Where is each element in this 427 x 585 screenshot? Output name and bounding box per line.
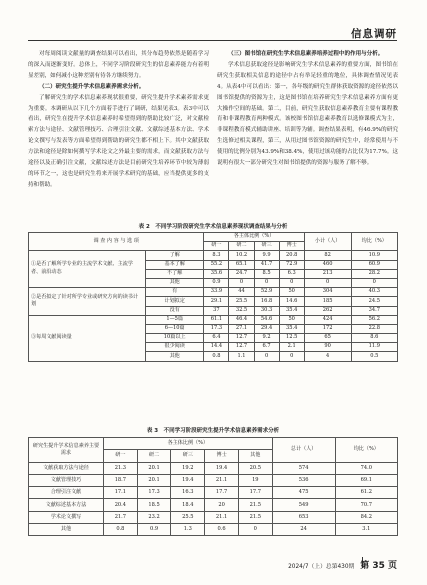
table-cell: 60.9 xyxy=(351,260,397,269)
column-header: 研二 xyxy=(229,242,254,251)
table-cell: 0.9 xyxy=(204,278,229,287)
table-cell: 69.1 xyxy=(335,474,397,486)
row-group-label: ①是否了解所学专业的主流学术文献、主流学者、前沿动态 xyxy=(29,251,146,288)
page-number: 第 35 页 xyxy=(360,561,397,571)
table-cell: 0 xyxy=(304,278,351,287)
column-header: 博士 xyxy=(279,242,304,251)
table-cell: 20.1 xyxy=(137,462,171,474)
table-cell: 17.3 xyxy=(137,487,171,499)
table-cell: 0.8 xyxy=(204,352,229,361)
table-row xyxy=(29,251,398,260)
column-header: 研一 xyxy=(104,450,138,462)
column-header: 均比（%） xyxy=(335,438,397,463)
table-cell: 17.7 xyxy=(238,487,272,499)
table-cell: 35.6 xyxy=(204,269,229,278)
issue-info: 2024/7（上）总第430期 xyxy=(288,564,355,570)
table-cell: 56.2 xyxy=(351,315,397,324)
row-label: 文献综述基本方法 xyxy=(29,499,104,511)
table-cell: 19.2 xyxy=(171,462,205,474)
row-label: 其他 xyxy=(29,524,104,536)
table-cell: 40.3 xyxy=(351,288,397,297)
table-cell: 18.5 xyxy=(137,499,171,511)
table-cell: 37 xyxy=(204,306,229,315)
table-row xyxy=(29,474,398,486)
table-cell: 29.4 xyxy=(254,324,279,333)
row-option: 不了解 xyxy=(146,269,204,278)
table-cell: 54.6 xyxy=(254,315,279,324)
table-cell: 74.0 xyxy=(335,462,397,474)
table-cell: 21.3 xyxy=(104,462,138,474)
row-group-label: ③每周文献阅读量 xyxy=(29,315,146,361)
table-cell: 475 xyxy=(272,487,335,499)
table-cell: 21.1 xyxy=(205,511,239,523)
table-cell: 23.2 xyxy=(137,511,171,523)
table-cell: 16.8 xyxy=(254,297,279,306)
table-cell: 549 xyxy=(272,499,335,511)
row-option: 1—5篇 xyxy=(146,315,204,324)
table-cell: 0.9 xyxy=(137,524,171,536)
table-cell: 0 xyxy=(254,352,279,361)
column-header: 博士 xyxy=(205,450,239,462)
table-cell: 82 xyxy=(304,251,351,260)
paragraph: 了解研究生的学术信息素养现状很重要，研究生提升学术素养需求更为重要。本调研从以下几个方面着手进行了调研，结果见表3。表3中可以看出，研究生在提升学术信息素养时希望得到的帮助比较广泛，对文献检索方法与途径、文献管理技巧、合理引注文献、文献综述基本方法、学术论文撰写与发表等方面希望得到帮助的研究生都不相上下。其中文献获取方法和途径是除如何撰写学术论文之外最主要的需求，而文献获取方法与途径以及正确引注文献，文献综述方法是目前研究生培养环节中较为薄弱的环节之一，这也是研究生将来开展学术研究的基础，应当提供更多的支持和帮助。 xyxy=(28,94,209,188)
table-cell: 90 xyxy=(304,343,351,352)
column-header: 其他 xyxy=(238,450,272,462)
column-header: 总计（人） xyxy=(272,438,335,463)
row-option: 很少阅读 xyxy=(146,343,204,352)
table-cell: 61.1 xyxy=(204,315,229,324)
table2-caption: 表 2 不同学习阶段研究生学术信息素养现状调查结果与分析 xyxy=(138,224,288,230)
row-label: 文献获取方法与途径 xyxy=(29,462,104,474)
body-text xyxy=(28,49,398,217)
table-cell: 44 xyxy=(229,288,254,297)
table-cell: 4 xyxy=(304,352,351,361)
table-cell: 27.1 xyxy=(229,324,254,333)
table-cell: 50 xyxy=(279,288,304,297)
table-row xyxy=(29,524,398,536)
table-cell: 35.4 xyxy=(279,306,304,315)
table-cell: 1.1 xyxy=(229,352,254,361)
section-heading: （三）图书馆在研究生学术信息素养培养过程中的作用与分析。 xyxy=(228,51,384,57)
table-cell: 2.1 xyxy=(279,343,304,352)
table-cell: 0 xyxy=(279,278,304,287)
table-cell: 424 xyxy=(304,315,351,324)
table-cell: 28.2 xyxy=(351,269,397,278)
table-cell: 24.7 xyxy=(229,269,254,278)
table-row xyxy=(29,462,398,474)
table-cell: 3.1 xyxy=(335,524,397,536)
table-cell: 536 xyxy=(272,474,335,486)
table-cell: 0.5 xyxy=(351,352,397,361)
table-cell: 0 xyxy=(238,524,272,536)
table-cell: 21.7 xyxy=(104,511,138,523)
table-cell: 20.5 xyxy=(238,462,272,474)
table-cell: 8.3 xyxy=(204,251,229,260)
table-cell: 20 xyxy=(205,499,239,511)
column-header: 研三 xyxy=(171,450,205,462)
left-column xyxy=(28,49,209,191)
page-footer xyxy=(288,558,397,571)
table-cell: 17.7 xyxy=(205,487,239,499)
table-cell: 55.2 xyxy=(204,260,229,269)
table-cell: 24 xyxy=(272,524,335,536)
table-cell: 19.4 xyxy=(171,474,205,486)
table-cell: 10.9 xyxy=(351,251,397,260)
header-rule xyxy=(28,40,397,41)
table-header-row xyxy=(29,233,398,242)
table-cell: 0 xyxy=(351,278,397,287)
table-cell: 46.4 xyxy=(229,315,254,324)
table-cell: 24.5 xyxy=(351,297,397,306)
row-label: 文献管理技巧 xyxy=(29,474,104,486)
table-cell: 33.9 xyxy=(204,288,229,297)
table-cell: 17.3 xyxy=(204,324,229,333)
table-cell: 84.2 xyxy=(335,511,397,523)
row-label: 学术论文撰写 xyxy=(29,511,104,523)
table-cell: 30.3 xyxy=(254,306,279,315)
paragraph: 学术信息获取途径是影响研究生学术信息素养的重要方面，图书馆在研究生获取相关信息的途径中占有举足轻重的地位，具体调查情况见表4。从表4中可以看出：第一，各年级的研究生群体获取资源的途径依然以图书馆提供的资源为主，这是图书馆在培养研究生学术信息素养方面有更大操作空间的基础。第二，目前，研究生获取信息素养教育主要有课程教育和非课程教育两种模式。该校图书馆信息素养教育以选修课模式为主，非课程教育模式辅助讲座、培训等为辅。调查结果表明，有46.9%的研究生选修过相关课程，第三，从用过图书馆资源的研究生中，经常使用与不使用的比例分别为43.9%和38.4%，使用过该功能的占比仅为17.7%。这说明有很大一部分研究生对图书馆提供的资源与服务了解不够。 xyxy=(217,61,398,167)
table-cell: 304 xyxy=(304,288,351,297)
table-row xyxy=(29,288,398,297)
table-cell: 34.7 xyxy=(351,306,397,315)
table-cell: 14.6 xyxy=(279,297,304,306)
table-row xyxy=(29,511,398,523)
table-cell: 9.9 xyxy=(254,251,279,260)
table-cell: 12.7 xyxy=(229,343,254,352)
column-title: 信息调研 xyxy=(351,28,397,40)
row-option: 有 xyxy=(146,288,204,297)
table-cell: 6.7 xyxy=(254,343,279,352)
table-cell: 18.7 xyxy=(104,474,138,486)
column-header: 研三 xyxy=(254,242,279,251)
table-cell: 19 xyxy=(238,474,272,486)
page-header xyxy=(0,0,427,42)
table-cell: 11.9 xyxy=(351,343,397,352)
table-cell: 12.7 xyxy=(229,334,254,343)
table-cell: 20.1 xyxy=(137,474,171,486)
table-cell: 17.1 xyxy=(104,487,138,499)
row-label: 合理引注文献 xyxy=(29,487,104,499)
column-header: 研究生提升学术信息素养主要需求 xyxy=(29,438,104,463)
table-cell: 61.2 xyxy=(335,487,397,499)
table-cell: 12.5 xyxy=(279,334,304,343)
table-cell: 262 xyxy=(304,306,351,315)
table-cell: 574 xyxy=(272,462,335,474)
table-cell: 9.2 xyxy=(254,334,279,343)
table-cell: 25.5 xyxy=(229,297,254,306)
row-option: 基本了解 xyxy=(146,260,204,269)
column-header: 小计（人） xyxy=(304,233,351,251)
table-cell: 16.3 xyxy=(171,487,205,499)
table-cell: 1.3 xyxy=(171,524,205,536)
table-cell: 172 xyxy=(304,324,351,333)
column-header: 研二 xyxy=(137,450,171,462)
table-row xyxy=(29,499,398,511)
section-heading: （二）研究生提升学术信息素养需求分析。 xyxy=(39,83,145,90)
table-cell: 20.4 xyxy=(104,499,138,511)
row-option: 了解 xyxy=(146,251,204,260)
table-cell: 25.5 xyxy=(171,511,205,523)
table-cell: 18.4 xyxy=(171,499,205,511)
table-cell: 65.1 xyxy=(229,260,254,269)
table-cell: 29.1 xyxy=(204,297,229,306)
column-header: 调 查 内 容 与 选 项 xyxy=(29,233,204,251)
table-cell: 0.6 xyxy=(205,524,239,536)
table-cell: 6.3 xyxy=(279,269,304,278)
row-option: 其他 xyxy=(146,278,204,287)
table-cell: 35.4 xyxy=(279,324,304,333)
table-cell: 0 xyxy=(254,278,279,287)
table-cell: 21.5 xyxy=(238,499,272,511)
column-header: 各主体比例（%） xyxy=(104,438,273,450)
table-cell: 653 xyxy=(272,511,335,523)
table-header-row xyxy=(29,438,398,450)
table-cell: 10.2 xyxy=(229,251,254,260)
row-option: 计划拟定 xyxy=(146,297,204,306)
table-cell: 65 xyxy=(304,334,351,343)
row-option: 其他 xyxy=(146,352,204,361)
table-row xyxy=(29,315,398,324)
table-cell: 8.5 xyxy=(254,269,279,278)
table-cell: 52.9 xyxy=(254,288,279,297)
right-column xyxy=(217,49,398,169)
table-cell: 6.4 xyxy=(204,334,229,343)
table-cell: 20.8 xyxy=(279,251,304,260)
table-cell: 185 xyxy=(304,297,351,306)
table3-caption: 表 3 不同学习阶段研究生提升学术信息素养需求分析 xyxy=(146,428,280,434)
table3 xyxy=(28,437,398,536)
table-cell: 19.4 xyxy=(205,462,239,474)
column-header: 各主体比例（%） xyxy=(204,233,304,242)
table-cell: 0 xyxy=(279,352,304,361)
table-cell: 0 xyxy=(229,278,254,287)
row-group-label: ②是否拟定了针对所学专业或研究方向的读书计划 xyxy=(29,288,146,316)
row-option: 10篇以上 xyxy=(146,334,204,343)
table-cell: 21.1 xyxy=(205,474,239,486)
row-option: 没有 xyxy=(146,306,204,315)
table-cell: 8.6 xyxy=(351,334,397,343)
table-cell: 14.4 xyxy=(204,343,229,352)
table-cell: 213 xyxy=(304,269,351,278)
table2 xyxy=(28,232,398,362)
table-cell: 21.5 xyxy=(238,511,272,523)
table-cell: 41.7 xyxy=(254,260,279,269)
table-cell: 70.7 xyxy=(335,499,397,511)
column-header: 研一 xyxy=(204,242,229,251)
column-header: 均比（%） xyxy=(351,233,397,251)
row-option: 6—10篇 xyxy=(146,324,204,333)
table-cell: 0.8 xyxy=(104,524,138,536)
table-cell: 50 xyxy=(279,315,304,324)
table-row xyxy=(29,487,398,499)
table-cell: 460 xyxy=(304,260,351,269)
table-cell: 32.5 xyxy=(229,306,254,315)
paragraph: 对每周阅读文献量的调查结果可以看出，其分布趋势依然是随着学习的深入而逐渐变好。总体上，不同学习阶段研究生的信息素养能力有着明显差别，如何减小这种差别有待各方继续努力。 xyxy=(28,51,209,79)
table-cell: 22.8 xyxy=(351,324,397,333)
table-cell: 72.9 xyxy=(279,260,304,269)
